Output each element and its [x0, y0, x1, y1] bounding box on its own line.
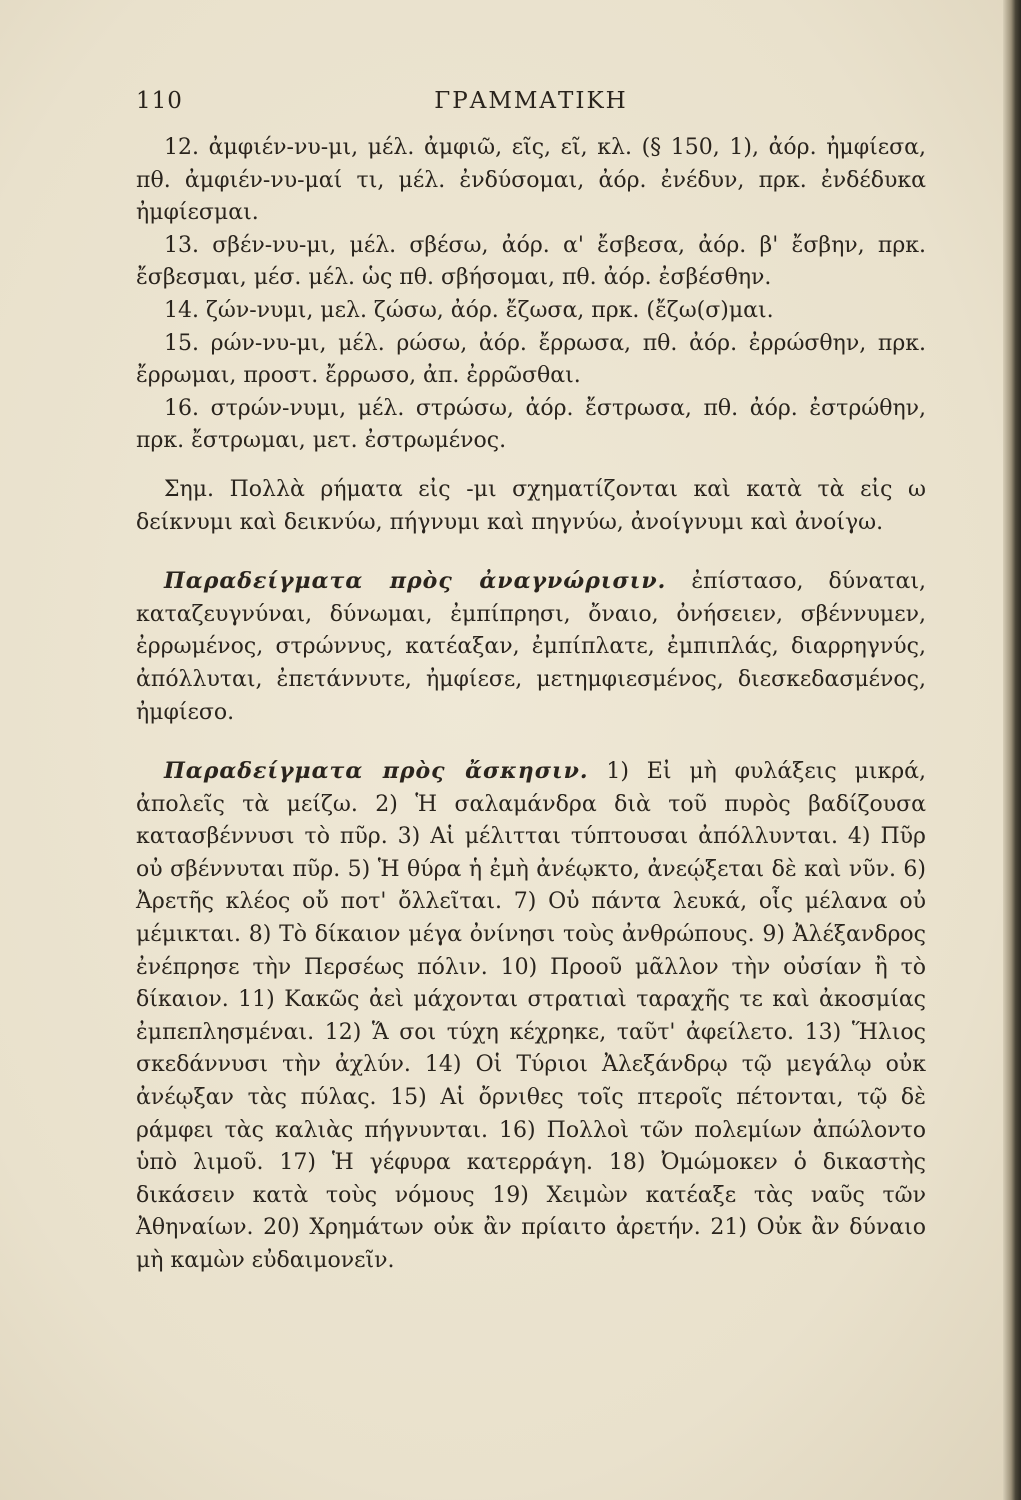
binding-edge [1003, 0, 1021, 1500]
page-header [136, 88, 926, 122]
running-title: ΓΡΑΜΜΑΤΙΚΗ [434, 88, 628, 114]
exercise-examples [136, 755, 926, 1278]
item-12: 12. ἀμφιέν-νυ-μι, μέλ. ἀμφιῶ, εῖς, εῖ, κλ. (§ 150, 1), ἀόρ. ἠμφίεσα, πθ. ἀμφιέν-νυ-μαί τι, μέλ. ἐνδύσομαι, ἀόρ. ἐνέδυν, πρκ. ἐνδέδυκα ἠμφίεσμαι. [136, 135, 926, 226]
recognition-title: Παραδείγματα πρὸς ἀναγνώρισιν. [164, 568, 667, 595]
note: Σημ. Πολλὰ ρήματα εἰς -μι σχηματίζονται καὶ κατὰ τὰ εἰς ω δείκνυμι καὶ δεικνύω, πήγνυμι καὶ πηγνύω, ἀνοίγνυμι καὶ ἀνοίγω. [136, 476, 926, 535]
item-13: 13. σβέν-νυ-μι, μέλ. σβέσω, ἀόρ. α' ἔσβεσα, ἀόρ. β' ἔσβην, πρκ. ἔσβεσμαι, μέσ. μέλ. ὡς πθ. σβήσομαι, πθ. ἀόρ. ἐσβέσθην. [136, 232, 926, 291]
item-15: 15. ρών-νυ-μι, μέλ. ρώσω, ἀόρ. ἔρρωσα, πθ. ἀόρ. ἐρρώσθην, πρκ. ἔρρωμαι, προστ. ἔρρωσο, ἀπ. ἐρρῶσθαι. [136, 330, 926, 389]
page-number: 110 [136, 88, 183, 114]
body-text [136, 132, 926, 1278]
item-16: 16. στρών-νυμι, μέλ. στρώσω, ἀόρ. ἔστρωσα, πθ. ἀόρ. ἐστρώθην, πρκ. ἔστρωμαι, μετ. ἐστρωμένος. [136, 395, 926, 454]
exercise-title: Παραδείγματα πρὸς ἄσκησιν. [164, 758, 589, 785]
recognition-body: ἐπίστασο, δύναται, καταζευγνύναι, δύνωμαι, ἐμπίπρησι, ὄναιο, ὀνήσειεν, σβέννυμεν, ἐρρωμένος, στρώννυς, κατέαξαν, ἐμπίπλατε, ἐμπιπλάς, διαρρηγνύς, ἀπόλλυται, ἐπετάννυτε, ἠμφίεσε, μετημφιεσμένος, διεσκεδασμένος, ἠμφίεσο. [136, 569, 926, 725]
item-14: 14. ζών-νυμι, μελ. ζώσω, ἀόρ. ἔζωσα, πρκ. (ἔζω(σ)μαι. [164, 297, 774, 323]
exercise-body: 1) Εἰ μὴ φυλάξεις μικρά, ἀπολεῖς τὰ μείζω. 2) Ἡ σαλαμάνδρα διὰ τοῦ πυρὸς βαδίζουσα κατασβέννυσι τὸ πῦρ. 3) Αἱ μέλιτται τύπτουσαι ἀπόλλυνται. 4) Πῦρ οὐ σβέννυται πῦρ. 5) Ἡ θύρα ἡ ἐμὴ ἀνέῳκτο, ἀνεῴξεται δὲ καὶ νῦν. 6) Ἀρετῆς κλέος οὔ ποτ' ὄλλεῖται. 7) Οὐ πάντα λευκά, οἷς μέλανα οὐ μέμικται. 8) Τὸ δίκαιον μέγα ὀνίνησι τοὺς ἀνθρώπους. 9) Ἀλέξανδρος ἐνέπρησε τὴν Περσέως πόλιν. 10) Προοῦ μᾶλλον τὴν οὐσίαν ἢ τὸ δίκαιον. 11) Κακῶς ἀεὶ μάχονται στρατιαὶ ταραχῆς τε καὶ ἀκοσμίας ἐμπεπλησμέναι. 12) Ἅ σοι τύχη κέχρηκε, ταῦτ' ἀφείλετο. 13) Ἥλιος σκεδάννυσι τὴν ἀχλύν. 14) Οἱ Τύριοι Ἀλεξάνδρῳ τῷ μεγάλῳ οὐκ ἀνέῳξαν τὰς πύλας. 15) Αἱ ὄρνιθες τοῖς πτεροῖς πέτονται, τῷ δὲ ράμφει τὰς καλιὰς πήγνυνται. 16) Πολλοὶ τῶν πολεμίων ἀπώλοντο ὑπὸ λιμοῦ. 17) Ἡ γέφυρα κατερράγη. 18) Ὀμώμοκεν ὁ δικαστὴς δικάσειν κατὰ τοὺς νόμους 19) Χειμὼν κατέαξε τὰς ναῦς τῶν Ἀθηναίων. 20) Χρημάτων οὐκ ἂν πρίαιτο ἀρετήν. 21) Οὐκ ἂν δύναιο μὴ καμὼν εὐδαιμονεῖν. [136, 759, 926, 1273]
recognition-examples [136, 565, 926, 729]
